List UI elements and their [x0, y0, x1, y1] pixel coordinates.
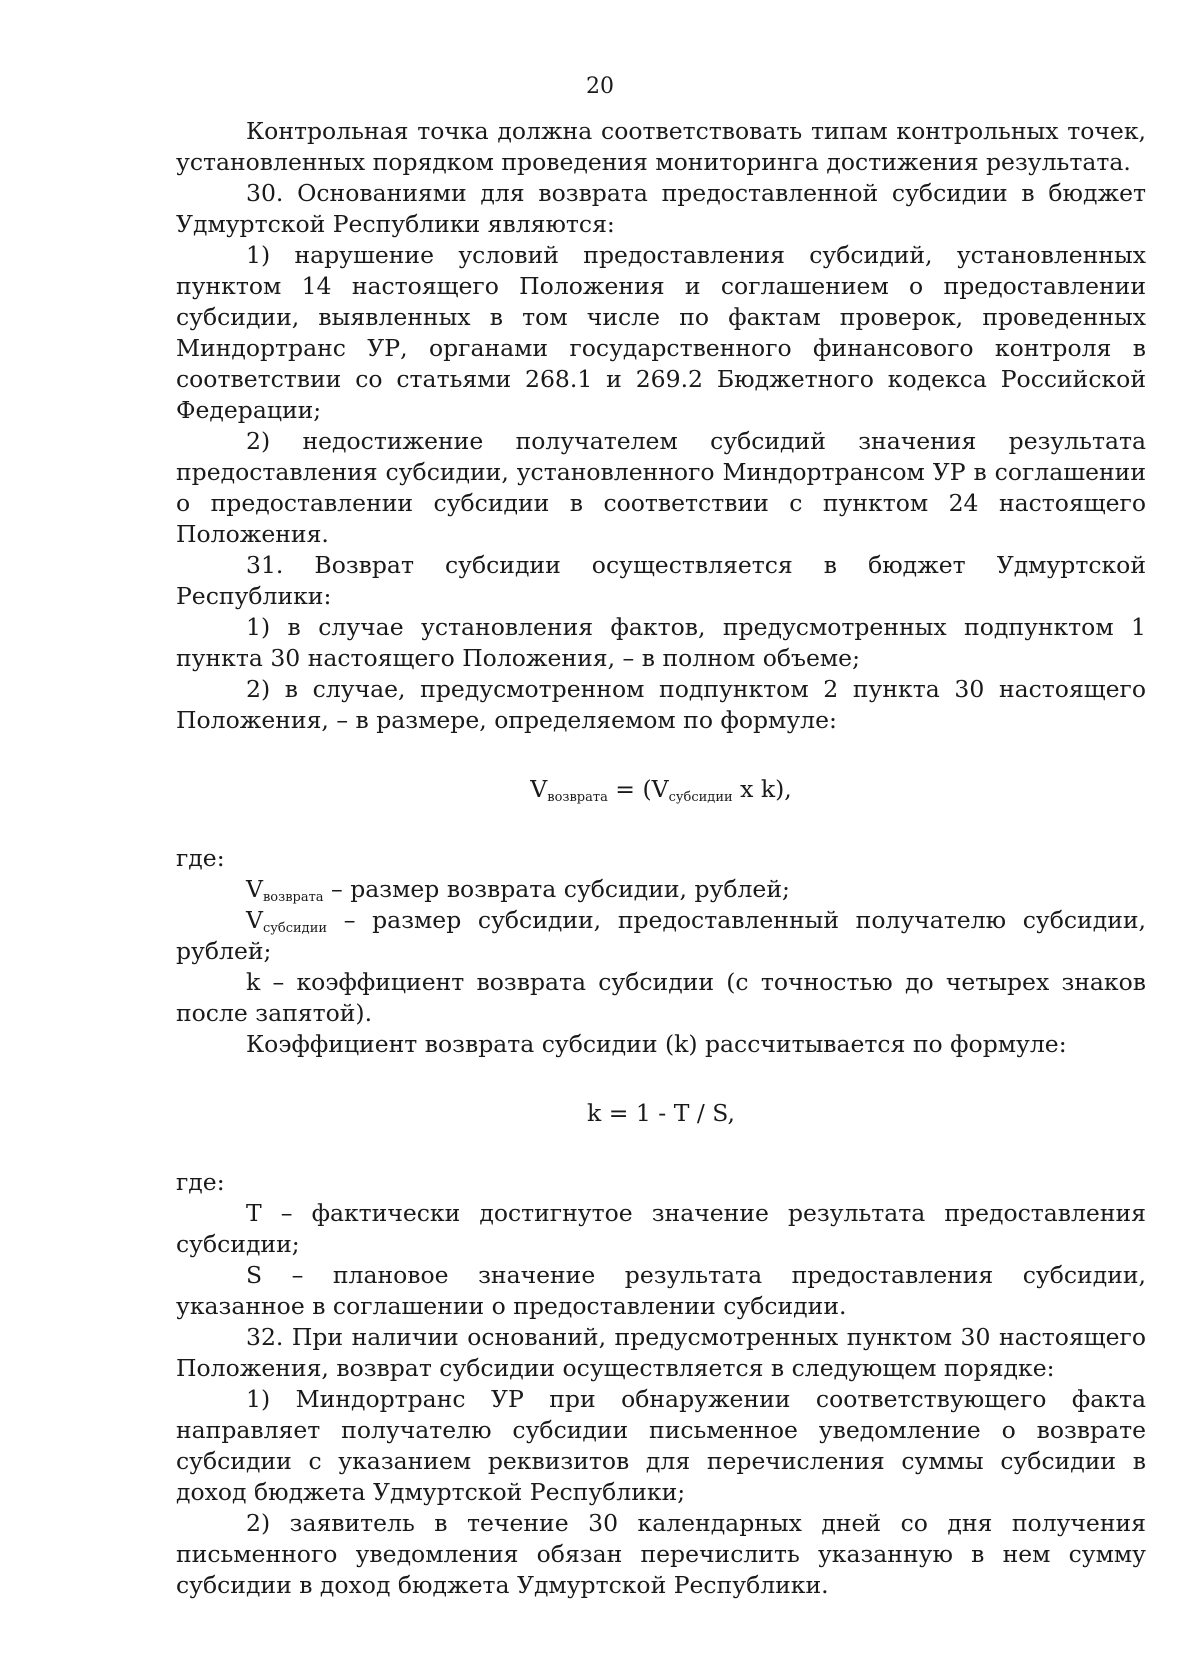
page-number: 20 [586, 74, 614, 99]
formula-return-amount [176, 774, 1146, 805]
definition-v-return [176, 874, 1146, 905]
definition-t: T – фактически достигнутое значение результата предоставления субсидии; [176, 1199, 1146, 1258]
where-label-1: где: [176, 844, 225, 872]
def-v2: V [246, 906, 263, 934]
formula-coefficient: k = 1 - T / S, [587, 1099, 735, 1127]
paragraph-32: 32. При наличии оснований, предусмотренных пунктом 30 настоящего Положения, возврат субсидии осуществляется в следующем порядке: [176, 1323, 1146, 1382]
paragraph-32-2: 2) заявитель в течение 30 календарных дней со дня получения письменного уведомления обязан перечислить указанную в нем сумму субсидии в доход бюджета Удмуртской Республики. [176, 1509, 1146, 1599]
def-text-subsidy: – размер субсидии, предоставленный получателю субсидии, рублей; [176, 906, 1146, 965]
paragraph-control-point: Контрольная точка должна соответствовать типам контрольных точек, установленных порядком проведения мониторинга достижения результата. [176, 117, 1146, 176]
paragraph-coefficient: Коэффициент возврата субсидии (k) рассчитывается по формуле: [246, 1030, 1067, 1058]
formula-eq-open: = (V [607, 775, 669, 803]
def-text-return: – размер возврата субсидии, рублей; [323, 875, 790, 903]
paragraph-31-1: 1) в случае установления фактов, предусмотренных подпунктом 1 пункта 30 настоящего Положения, – в полном объеме; [176, 613, 1146, 672]
def-v: V [246, 875, 263, 903]
definition-k: k – коэффициент возврата субсидии (с точностью до четырех знаков после запятой). [176, 968, 1146, 1027]
def-sub-subsidy: субсидии [262, 921, 328, 936]
definition-v-subsidy [176, 905, 1146, 967]
paragraph-30-1: 1) нарушение условий предоставления субсидий, установленных пунктом 14 настоящего Положения и соглашением о предоставлении субсидии, выявленных в том числе по фактам проверок, проведенных Миндортранс УР, органами государственного финансового контроля в соответствии со статьями 268.1 и 269.2 Бюджетного кодекса Российской Федерации; [176, 241, 1146, 424]
formula-sub-subsidy: субсидии [668, 790, 733, 805]
def-sub-return: возврата [262, 890, 324, 905]
paragraph-30-2: 2) недостижение получателем субсидий значения результата предоставления субсидии, установленного Миндортрансом УР в соглашении о предоставлении субсидии в соответствии с пунктом 24 настоящего Положения. [176, 427, 1146, 548]
paragraph-32-1: 1) Миндортранс УР при обнаружении соответствующего факта направляет получателю субсидии письменное уведомление о возврате субсидии с указанием реквизитов для перечисления суммы субсидии в доход бюджета Удмуртской Республики; [176, 1385, 1146, 1506]
where-label-2: где: [176, 1168, 225, 1196]
formula-v: V [530, 775, 548, 803]
document-body [176, 116, 1146, 1601]
definition-s: S – плановое значение результата предоставления субсидии, указанное в соглашении о предоставлении субсидии. [176, 1261, 1146, 1320]
formula-sub-return: возврата [547, 790, 608, 805]
paragraph-31-2: 2) в случае, предусмотренном подпунктом 2 пункта 30 настоящего Положения, – в размере, определяемом по формуле: [176, 675, 1146, 734]
formula-tail: x k), [732, 775, 792, 803]
paragraph-30: 30. Основаниями для возврата предоставленной субсидии в бюджет Удмуртской Республики являются: [176, 179, 1146, 238]
paragraph-31: 31. Возврат субсидии осуществляется в бюджет Удмуртской Республики: [176, 551, 1146, 610]
